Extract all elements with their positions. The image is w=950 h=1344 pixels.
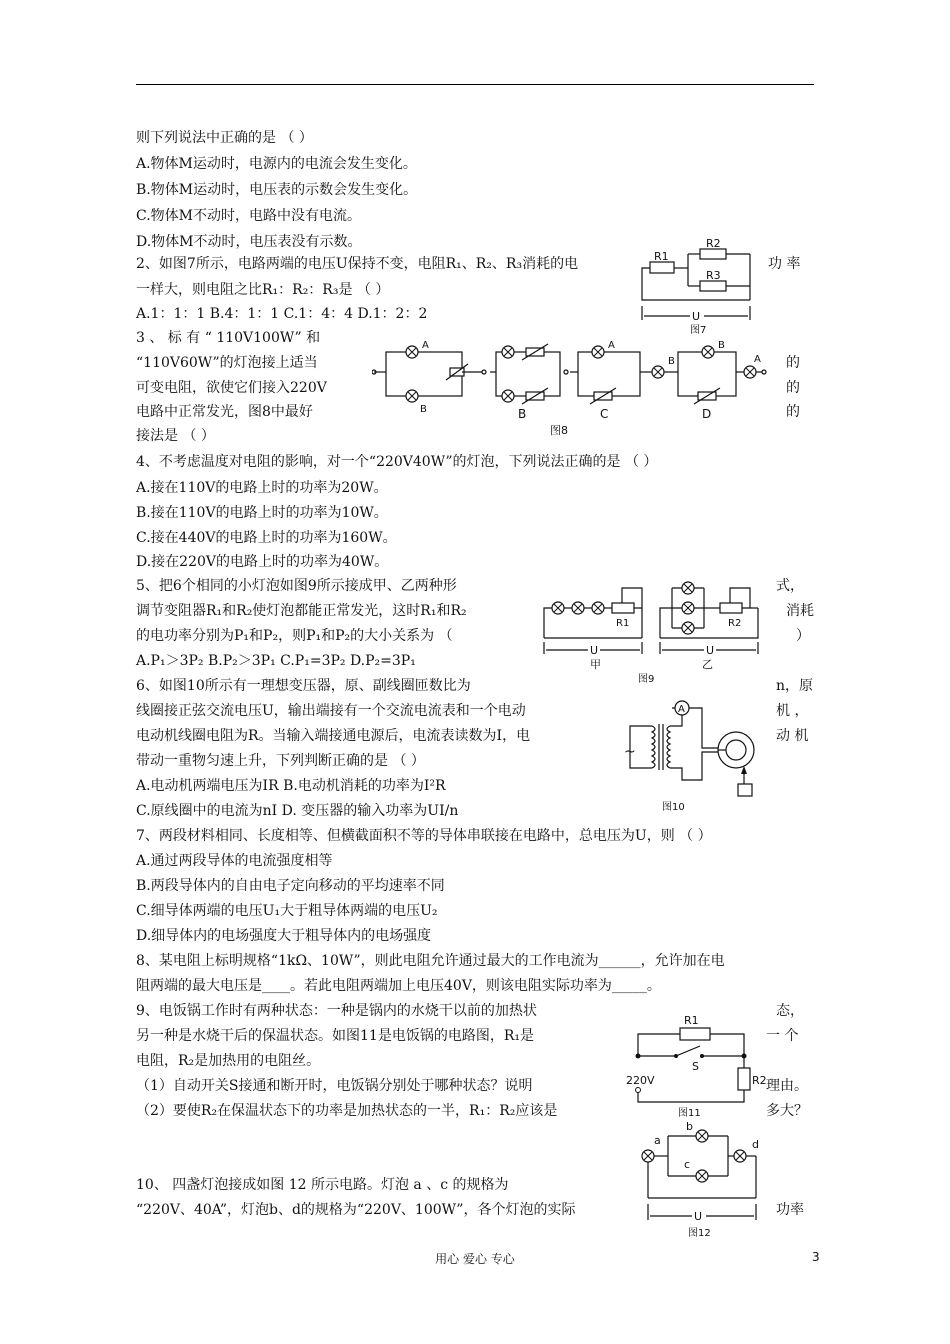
fig7-r3-label: R3 bbox=[706, 269, 721, 282]
q7-option-c: C.细导体两端的电压U₁大于粗导体两端的电压U₂ bbox=[136, 903, 438, 919]
q6-right-3: 动 机 bbox=[776, 728, 809, 744]
q5-stem-1: 5、把6个相同的小灯泡如图9所示接成甲、乙两种形 bbox=[136, 578, 457, 594]
fig8-b-d: B bbox=[718, 340, 725, 351]
fig10-ammeter-label: A bbox=[678, 704, 685, 715]
q5-right-3: ） bbox=[796, 628, 810, 644]
q5-stem-2: 调节变阻器R₁和R₂使灯泡都能正常发光，这时R₁和R₂ bbox=[136, 603, 467, 619]
q3-stem-4: 电路中正常发光，图8中最好 bbox=[136, 404, 313, 420]
fig8-caption: 图8 bbox=[550, 424, 568, 437]
figure-10 bbox=[622, 696, 772, 814]
fig11-r1-label: R1 bbox=[684, 1014, 699, 1027]
q5-options: A.P₁＞3P₂ B.P₂＞3P₁ C.P₁=3P₂ D.P₂=3P₁ bbox=[136, 653, 416, 669]
q6-right-2: 机 ， bbox=[776, 703, 809, 719]
q1-option-b: B.物体M运动时，电压表的示数会发生变化。 bbox=[136, 182, 418, 198]
q6-stem-1: 6、如图10所示有一理想变压器，原、副线圈匝数比为 bbox=[136, 678, 471, 694]
fig9-u-yi: U bbox=[706, 644, 715, 657]
figure-12 bbox=[634, 1120, 774, 1244]
q4-option-b: B.接在110V的电路上时的功率为10W。 bbox=[136, 505, 388, 521]
fig12-b-label: b bbox=[686, 1120, 693, 1133]
q4-option-a: A.接在110V的电路上时的功率为20W。 bbox=[136, 480, 388, 496]
fig8-option-c: C bbox=[600, 407, 609, 421]
fig9-r2-label: R2 bbox=[728, 618, 742, 629]
q6-stem-2: 线圈接正弦交流电压U，输出端接有一个交流电流表和一个电动 bbox=[136, 703, 526, 719]
q6-options-cd: C.原线圈中的电流为nI D. 变压器的输入功率为UI/n bbox=[136, 803, 459, 819]
fig8-a-d: A bbox=[754, 354, 761, 365]
q9-right-1: 态， bbox=[776, 1003, 804, 1019]
fig12-c-label: c bbox=[684, 1158, 691, 1171]
q9-sub-1: （1）自动开关S接通和断开时，电饭锅分别处于哪种状态？说明 bbox=[136, 1078, 533, 1094]
fig7-u-label: U bbox=[692, 310, 701, 323]
q5-right-2: 消耗 bbox=[786, 603, 814, 619]
q10-stem-1: 10、 四盏灯泡接成如图 12 所示电路。灯泡 a 、c 的规格为 bbox=[136, 1177, 509, 1193]
q4-option-c: C.接在440V的电路上时的功率为160W。 bbox=[136, 530, 397, 546]
fig11-v-label: 220V bbox=[626, 1074, 655, 1087]
page-number: 3 bbox=[812, 1250, 820, 1264]
fig12-caption: 图12 bbox=[688, 1228, 711, 1239]
fig8-b-bottom: B bbox=[420, 404, 427, 415]
q7-option-a: A.通过两段导体的电流强度相等 bbox=[136, 853, 333, 869]
fig8-a-top: A bbox=[422, 340, 429, 351]
q10-right: 功率 bbox=[776, 1202, 804, 1218]
header-rule bbox=[136, 84, 814, 85]
q9-right-4: 多大？ bbox=[766, 1103, 808, 1119]
q6-options-ab: A.电动机两端电压为IR B.电动机消耗的功率为I²R bbox=[136, 778, 446, 794]
figure-7 bbox=[632, 236, 768, 336]
q4-stem: 4、不考虑温度对电阻的影响，对一个“220V40W”的灯泡，下列说法正确的是 （ ） bbox=[136, 454, 658, 470]
q7-option-d: D.细导体内的电场强度大于粗导体内的电场强度 bbox=[136, 928, 432, 944]
fig8-a-c: A bbox=[608, 340, 615, 351]
q3-stem-3: 可变电阻，欲使它们接入220V bbox=[136, 380, 327, 396]
q3-right-3: 的 bbox=[786, 404, 800, 420]
fig7-r2-label: R2 bbox=[706, 237, 721, 250]
q8-stem-1: 8、某电阻上标明规格“1kΩ、10W”，则此电阻允许通过最大的工作电流为______，允许加在电 bbox=[136, 953, 725, 969]
q2-options: A.1：1：1 B.4：1：1 C.1：4：4 D.1：2：2 bbox=[136, 306, 428, 322]
q6-stem-3: 电动机线圈电阻为R。当输入端接通电源后，电流表读数为I，电 bbox=[136, 728, 531, 744]
fig9-u-jia: U bbox=[590, 644, 599, 657]
q2-stem-right: 功 率 bbox=[768, 256, 801, 272]
fig8-b-c: B bbox=[668, 356, 675, 367]
fig9-r1-label: R1 bbox=[616, 618, 630, 629]
fig7-r1-label: R1 bbox=[654, 250, 669, 263]
q8-stem-2: 阻两端的最大电压是____。若此电阻两端加上电压40V，则该电阻实际功率为_____。 bbox=[136, 978, 661, 994]
q6-stem-4: 带动一重物匀速上升，下列判断正确的是 （ ） bbox=[136, 753, 425, 769]
q1-option-d: D.物体M不动时，电压表没有示数。 bbox=[136, 234, 362, 250]
q7-option-b: B.两段导体内的自由电子定向移动的平均速率不同 bbox=[136, 878, 445, 894]
page-footer: 用心 爱心 专心 bbox=[435, 1252, 515, 1266]
q9-stem-1: 9、电饭锅工作时有两种状态：一种是锅内的水烧干以前的加热状 bbox=[136, 1003, 537, 1019]
fig8-option-d: D bbox=[702, 407, 712, 421]
q5-stem-3: 的电功率分别为P₁和P₂，则P₁和P₂的大小关系为 （ bbox=[136, 628, 453, 644]
figure-8 bbox=[372, 332, 768, 440]
figure-9 bbox=[538, 578, 770, 686]
fig9-caption: 图9 bbox=[638, 674, 655, 685]
fig11-caption: 图11 bbox=[678, 1108, 701, 1119]
q1-option-c: C.物体M不动时，电路中没有电流。 bbox=[136, 208, 361, 224]
fig12-a-label: a bbox=[654, 1134, 661, 1147]
q1-stem: 则下列说法中正确的是 （ ） bbox=[136, 130, 313, 146]
q2-stem: 2、如图7所示，电路两端的电压U保持不变，电阻R₁、R₂、R₃消耗的电 bbox=[136, 256, 579, 272]
fig12-d-label: d bbox=[752, 1138, 759, 1151]
q3-stem-5: 接法是 （ ） bbox=[136, 428, 215, 444]
q3-stem-2: “110V60W”的灯泡接上适当 bbox=[136, 355, 318, 371]
q5-right-1: 式， bbox=[776, 578, 804, 594]
q6-right-1: n，原 bbox=[776, 678, 814, 694]
fig9-jia-label: 甲 bbox=[590, 658, 601, 671]
q9-sub-2: （2）要使R₂在保温状态下的功率是加热状态的一半，R₁：R₂应该是 bbox=[136, 1103, 558, 1119]
q9-stem-2: 另一种是水烧干后的保温状态。如图11是电饭锅的电路图，R₁是 bbox=[136, 1028, 534, 1044]
q3-right-2: 的 bbox=[786, 380, 800, 396]
q7-stem: 7、两段材料相同、长度相等、但横截面积不等的导体串联接在电路中，总电压为U，则 （ ） bbox=[136, 828, 712, 844]
q4-option-d: D.接在220V的电路上时的功率为40W。 bbox=[136, 554, 389, 570]
fig8-option-b: B bbox=[518, 407, 527, 421]
fig10-caption: 图10 bbox=[662, 802, 685, 813]
q3-stem-1: 3 、 标 有 “ 110V100W” 和 bbox=[136, 330, 321, 346]
q1-option-a: A.物体M运动时，电源内的电流会发生变化。 bbox=[136, 156, 417, 172]
q2-stem-2: 一样大，则电阻之比R₁：R₂：R₃是 （ ） bbox=[136, 282, 390, 298]
fig10-ac-symbol: ~ bbox=[624, 744, 636, 760]
fig9-yi-label: 乙 bbox=[702, 658, 713, 671]
q9-stem-3: 电阻，R₂是加热用的电阻丝。 bbox=[136, 1053, 321, 1069]
q9-right-2: 一 个 bbox=[766, 1028, 799, 1044]
figure-11 bbox=[624, 1006, 774, 1124]
q9-right-3: 理由。 bbox=[766, 1078, 808, 1094]
q10-stem-2: “220V、40A”，灯泡b、d的规格为“220V、100W”，各个灯泡的实际 bbox=[136, 1202, 576, 1218]
fig7-caption: 图7 bbox=[690, 325, 707, 336]
fig11-r2-label: R2 bbox=[752, 1074, 767, 1087]
fig11-s-label: S bbox=[692, 1060, 699, 1073]
fig12-u-label: U bbox=[694, 1210, 703, 1223]
q3-right-1: 的 bbox=[786, 355, 800, 371]
